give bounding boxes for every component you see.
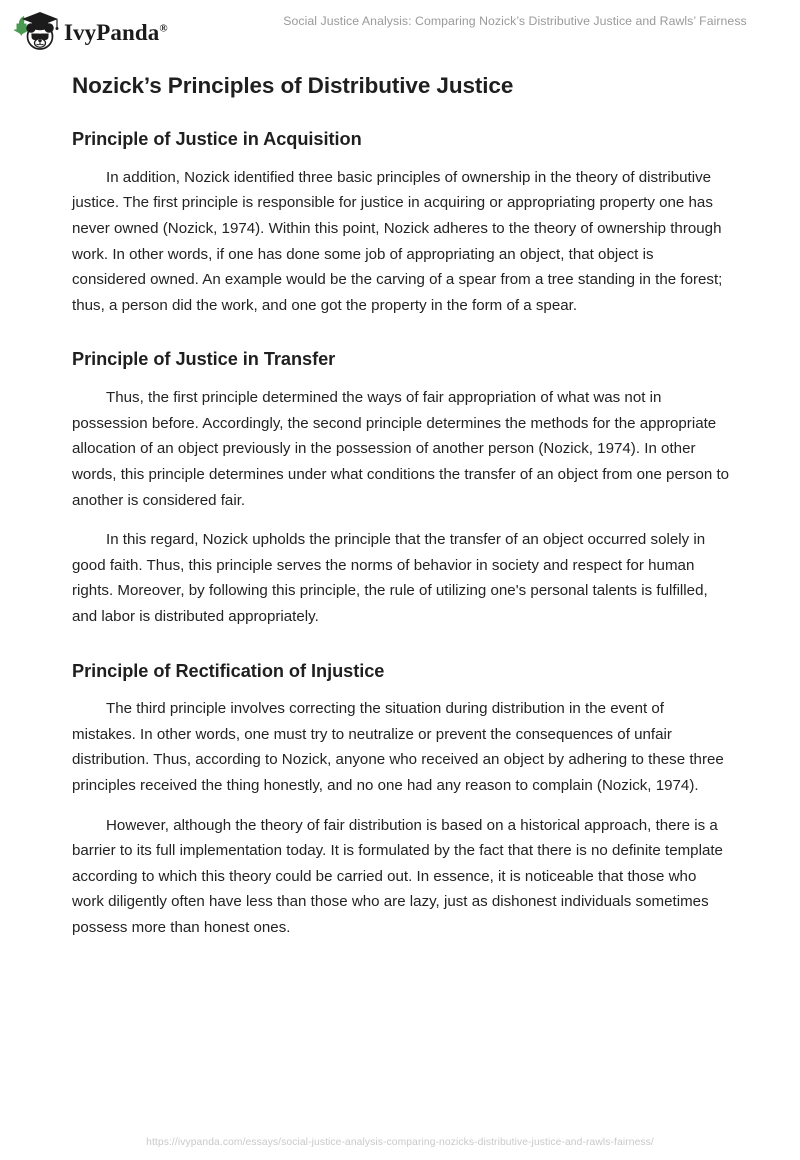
panda-graduation-cap-icon bbox=[14, 9, 60, 53]
page-header bbox=[0, 0, 800, 60]
brand-name bbox=[64, 21, 168, 44]
section-heading-rectification: Principle of Rectification of Injustice bbox=[72, 660, 385, 681]
brand-logo[interactable] bbox=[14, 9, 168, 53]
header-document-title: Social Justice Analysis: Comparing Nozick’s Distributive Justice and Rawls’ Fairness bbox=[283, 14, 747, 28]
document-content bbox=[72, 72, 730, 941]
paragraph: The third principle involves correcting the situation during distribution in the event of mistakes. In other words, one must try to neutralize or prevent the consequences of unfair distribution. Thus, according to Nozick, anyone who received an object by adhering to these three principles received the thing honestly, and no one had any reason to complain (Nozick, 1974). bbox=[72, 700, 724, 795]
paragraph: In this regard, Nozick upholds the principle that the transfer of an object occurred solely in good faith. Thus, this principle serves the norms of behavior in society and respect for human rights. Moreover, by following this principle, the rule of utilizing one's personal talents is fulfilled, and labor is distributed appropriately. bbox=[72, 531, 708, 625]
registered-mark: ® bbox=[159, 21, 168, 34]
paragraph: In addition, Nozick identified three basic principles of ownership in the theory of distributive justice. The first principle is responsible for justice in acquiring or appropriating property one has never owned (Nozick, 1974). Within this point, Nozick adheres to the theory of ownership through work. In other words, if one has done some job of appropriating an object, that object is considered owned. An example would be the carving of a spear from a tree standing in the forest; thus, a person did the work, and one got the property in the form of a spear. bbox=[72, 168, 723, 314]
brand-name-text: IvyPanda bbox=[64, 19, 160, 45]
section-heading-transfer: Principle of Justice in Transfer bbox=[72, 349, 336, 370]
source-url[interactable]: https://ivypanda.com/essays/social-justice-analysis-comparing-nozicks-distributive-justice-and-rawls-fairness/ bbox=[146, 1137, 654, 1148]
page-footer bbox=[0, 1132, 800, 1150]
paragraph: Thus, the first principle determined the ways of fair appropriation of what was not in possession before. Accordingly, the second principle determines the methods for the appropriate allocation of an object previously in the possession of another person (Nozick, 1974). In other words, this principle determines under what conditions the transfer of an object from one person to another is considered fair. bbox=[72, 389, 730, 509]
page-title: Nozick’s Principles of Distributive Justice bbox=[72, 73, 514, 98]
section-heading-acquisition: Principle of Justice in Acquisition bbox=[72, 129, 362, 150]
paragraph: However, although the theory of fair distribution is based on a historical approach, there is a barrier to its full implementation today. It is formulated by the fact that there is no definite template according to which this theory could be carried out. In essence, it is noticeable that those who work diligently often have less than those who are lazy, just as dishonest individuals sometimes possess more than honest ones. bbox=[72, 816, 723, 937]
